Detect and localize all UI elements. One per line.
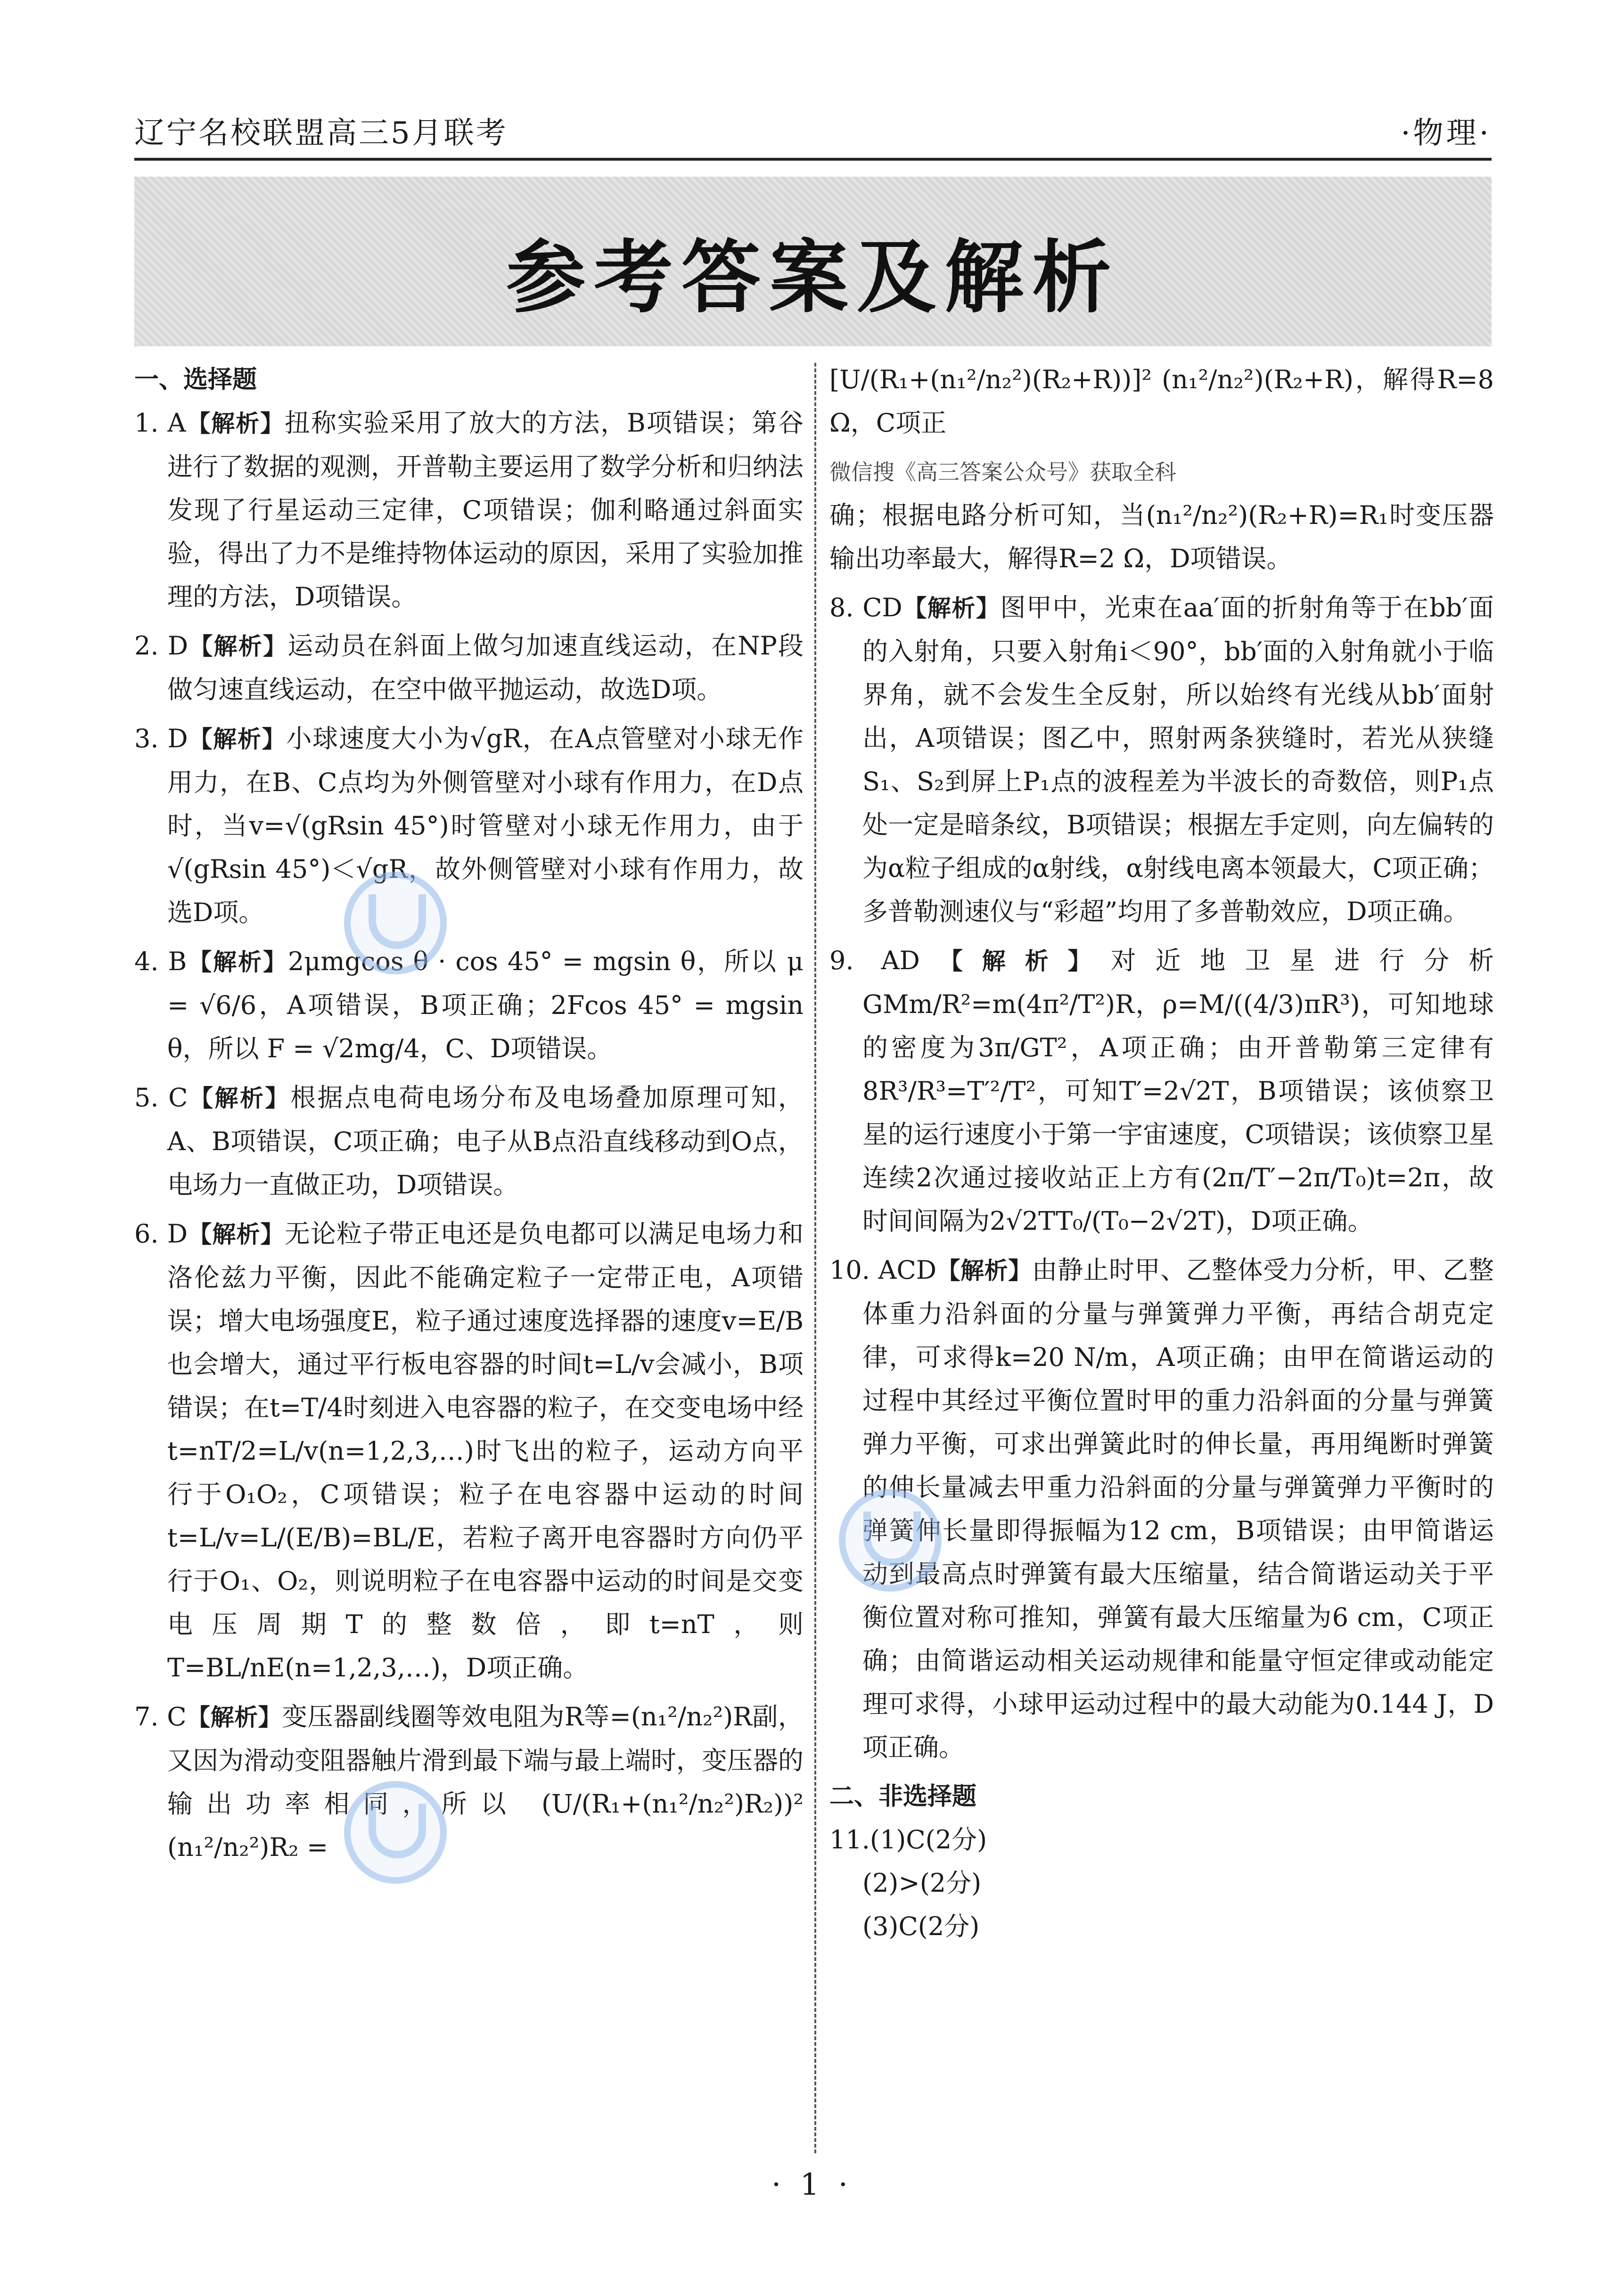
- answer-item-5: 5. C【解析】根据点电荷电场分布及电场叠加原理可知，A、B项错误，C项正确；电子从B点沿直线移动到O点，电场力一直做正功，D项错误。: [134, 1083, 804, 1200]
- answer-item-11-part-1: 11.(1)C(2分): [829, 1825, 987, 1855]
- answer-item-10: 10. ACD【解析】由静止时甲、乙整体受力分析，甲、乙整体重力沿斜面的分量与弹簧弹力平衡，再结合胡克定律，可求得k=20 N/m，A项正确；由甲在简谐运动的过程中其经过平衡位置时甲的重力沿斜面的分量与弹簧弹力平衡，可求出弹簧此时的伸长量，再用绳断时弹簧的伸长量减去甲重力沿斜面的分量与弹簧弹力平衡时的弹簧伸长量即得振幅为12 cm，B项错误；由甲简谐运动到最高点时弹簧有最大压缩量，结合简谐运动关于平衡位置对称可推知，弹簧有最大压缩量为6 cm，C项正确；由简谐运动相关运动规律和能量守恒定律或动能定理可求得，小球甲运动过程中的最大动能为0.144 J，D项正确。: [829, 1255, 1494, 1762]
- column-divider: [814, 363, 816, 2153]
- watermark-logo-icon: [344, 1781, 447, 1884]
- answer-item-7: 7. C【解析】变压器副线圈等效电阻为R等=(n₁²/n₂²)R副，又因为滑动变阻器触片滑到最下端与最上端时，变压器的输出功率相同，所以 (U/(R₁+(n₁²/n₂²)R₂))² (n₁²/n₂²)R₂ =: [134, 1702, 804, 1862]
- promo-note: 微信搜《高三答案公众号》获取全科: [829, 459, 1176, 485]
- answer-item-2: 2. D【解析】运动员在斜面上做匀加速直线运动，在NP段做匀速直线运动，在空中做平抛运动，故选D项。: [134, 631, 804, 704]
- right-column: [829, 358, 1494, 1948]
- answer-item-9: 9. AD【解析】对近地卫星进行分析GMm/R²=m(4π²/T²)R，ρ=M/((4/3)πR³)，可知地球的密度为3π/GT²，A项正确；由开普勒第三定律有8R³/R³=T′²/T²，可知T′=2√2T，B项错误；该侦察卫星的运行速度小于第一宇宙速度，C项错误；该侦察卫星连续2次通过接收站正上方有(2π/T′−2π/T₀)t=2π，故时间间隔为2√2TT₀/(T₀−2√2T)，D项正确。: [829, 946, 1494, 1236]
- watermark-logo-icon: [839, 1489, 942, 1592]
- answer-item-11-part-3: (3)C(2分): [862, 1912, 980, 1941]
- section-heading-choice: 一、选择题: [134, 366, 257, 394]
- page-title: 参考答案及解析: [506, 231, 1120, 324]
- answer-item-7-continued: [U/(R₁+(n₁²/n₂²)(R₂+R))]² (n₁²/n₂²)(R₂+R)，解得R=8 Ω，C项正: [829, 365, 1494, 438]
- answer-item-1: 1. A【解析】扭称实验采用了放大的方法，B项错误；第谷进行了数据的观测，开普勒主要运用了数学分析和归纳法发现了行星运动三定律，C项错误；伽利略通过斜面实验，得出了力不是维持物体运动的原因，采用了实验加推理的方法，D项错误。: [134, 408, 804, 612]
- exam-title: 辽宁名校联盟高三5月联考: [134, 116, 508, 151]
- page-number: · 1 ·: [771, 2167, 853, 2202]
- answer-item-4: 4. B【解析】2μmgcos θ · cos 45° = mgsin θ，所以 μ = √6/6，A项错误，B项正确；2Fcos 45° = mgsin θ，所以 F = √2mg/4，C、D项错误。: [134, 947, 804, 1063]
- page-header: [134, 115, 1492, 161]
- section-heading-non-choice: 二、非选择题: [829, 1782, 977, 1811]
- answer-item-11-part-2: (2)>(2分): [862, 1868, 982, 1898]
- answer-item-3: 3. D【解析】小球速度大小为√gR，在A点管壁对小球无作用力，在B、C点均为外侧管壁对小球有作用力，在D点时，当v=√(gRsin 45°)时管壁对小球无作用力，由于√(gRsin 45°)＜√gR，故外侧管壁对小球有作用力，故选D项。: [134, 724, 804, 927]
- answer-item-7-end: 确；根据电路分析可知，当(n₁²/n₂²)(R₂+R)=R₁时变压器输出功率最大，解得R=2 Ω，D项错误。: [829, 500, 1494, 573]
- answer-item-8: 8. CD【解析】图甲中，光束在aa′面的折射角等于在bb′面的入射角，只要入射角i＜90°，bb′面的入射角就小于临界角，就不会发生全反射，所以始终有光线从bb′面射出，A项错误；图乙中，照射两条狭缝时，若光从狭缝S₁、S₂到屏上P₁点的波程差为半波长的奇数倍，则P₁点处一定是暗条纹，B项错误；根据左手定则，向左偏转的为α粒子组成的α射线，α射线电离本领最大，C项正确；多普勒测速仪与“彩超”均用了多普勒效应，D项正确。: [829, 593, 1494, 926]
- watermark-logo-icon: [344, 872, 447, 974]
- title-banner: [134, 177, 1492, 346]
- subject-label: ·物理·: [1401, 116, 1492, 151]
- answer-item-6: 6. D【解析】无论粒子带正电还是负电都可以满足电场力和洛伦兹力平衡，因此不能确定粒子一定带正电，A项错误；增大电场强度E，粒子通过速度选择器的速度v=E/B也会增大，通过平行板电容器的时间t=L/v会减小，B项错误；在t=T/4时刻进入电容器的粒子，在交变电场中经t=nT/2=L/v(n=1,2,3,…)时飞出的粒子，运动方向平行于O₁O₂，C项错误；粒子在电容器中运动的时间t=L/v=L/(E/B)=BL/E，若粒子离开电容器时方向仍平行于O₁、O₂，则说明粒子在电容器中运动的时间是交变电压周期T的整数倍，即t=nT，则T=BL/nE(n=1,2,3,…)，D项正确。: [134, 1219, 804, 1683]
- left-column: [134, 358, 804, 1875]
